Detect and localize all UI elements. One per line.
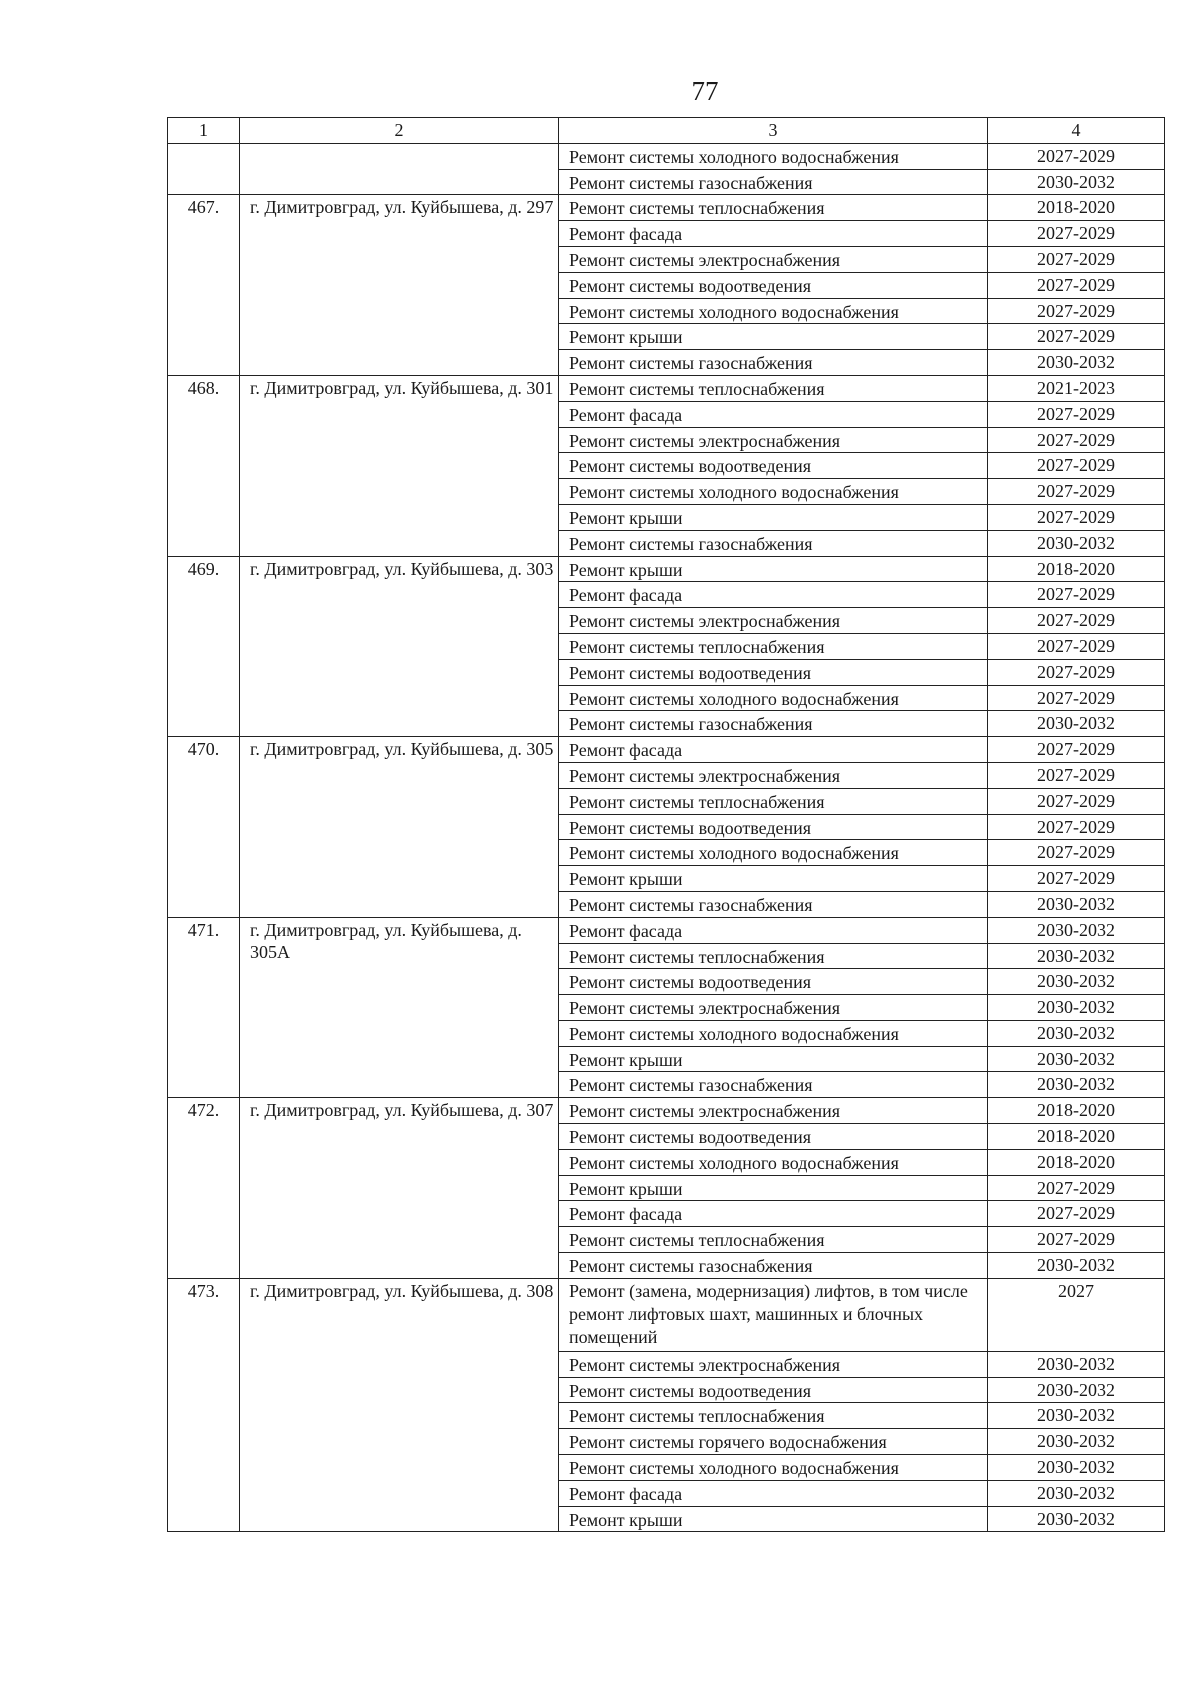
work-type-cell: Ремонт системы водоотведения [559,272,988,298]
period-cell: 2027-2029 [988,1175,1165,1201]
period-cell: 2030-2032 [988,1455,1165,1481]
work-type-cell: Ремонт системы электроснабжения [559,762,988,788]
period-cell: 2030-2032 [988,1480,1165,1506]
work-type-cell: Ремонт системы холодного водоснабжения [559,1455,988,1481]
period-cell: 2030-2032 [988,943,1165,969]
work-type-cell: Ремонт системы холодного водоснабжения [559,298,988,324]
work-type-cell: Ремонт крыши [559,1175,988,1201]
period-cell: 2030-2032 [988,350,1165,376]
work-type-cell: Ремонт системы холодного водоснабжения [559,143,988,169]
work-type-cell: Ремонт системы холодного водоснабжения [559,840,988,866]
period-cell: 2027-2029 [988,272,1165,298]
address-cell: г. Димитровград, ул. Куйбышева, д. 305А [240,917,559,1098]
period-cell: 2030-2032 [988,1429,1165,1455]
period-cell: 2027-2029 [988,659,1165,685]
period-cell: 2030-2032 [988,711,1165,737]
period-cell: 2027-2029 [988,814,1165,840]
address-cell [240,143,559,195]
work-type-cell: Ремонт системы газоснабжения [559,530,988,556]
address-cell: г. Димитровград, ул. Куйбышева, д. 303 [240,556,559,737]
table-row [168,1278,1165,1351]
period-cell: 2027-2029 [988,246,1165,272]
period-cell: 2027-2029 [988,866,1165,892]
period-cell: 2027 [988,1278,1165,1351]
work-type-cell: Ремонт системы газоснабжения [559,169,988,195]
table-row [168,737,1165,763]
work-type-cell: Ремонт крыши [559,1506,988,1532]
period-cell: 2021-2023 [988,375,1165,401]
period-cell: 2027-2029 [988,479,1165,505]
work-type-cell: Ремонт фасада [559,401,988,427]
address-cell: г. Димитровград, ул. Куйбышева, д. 305 [240,737,559,918]
entry-number-cell: 471. [168,917,240,1098]
column-header-3: 3 [559,118,988,144]
work-type-cell: Ремонт системы водоотведения [559,1124,988,1150]
period-cell: 2018-2020 [988,1149,1165,1175]
entry-number-cell: 470. [168,737,240,918]
work-type-cell: Ремонт системы электроснабжения [559,427,988,453]
period-cell: 2027-2029 [988,427,1165,453]
work-type-cell: Ремонт системы газоснабжения [559,350,988,376]
work-type-cell: Ремонт фасада [559,221,988,247]
period-cell: 2030-2032 [988,1046,1165,1072]
period-cell: 2018-2020 [988,1098,1165,1124]
work-type-cell: Ремонт крыши [559,1046,988,1072]
period-cell: 2027-2029 [988,608,1165,634]
work-type-cell: Ремонт системы холодного водоснабжения [559,1149,988,1175]
work-type-cell: Ремонт системы холодного водоснабжения [559,479,988,505]
work-type-cell: Ремонт системы холодного водоснабжения [559,685,988,711]
repair-schedule-table [167,117,1165,1532]
period-cell: 2030-2032 [988,169,1165,195]
entry-number-cell: 467. [168,195,240,376]
work-type-cell: Ремонт системы электроснабжения [559,1098,988,1124]
work-type-cell: Ремонт системы горячего водоснабжения [559,1429,988,1455]
period-cell: 2027-2029 [988,582,1165,608]
work-type-cell: Ремонт фасада [559,737,988,763]
table-row [168,195,1165,221]
work-type-cell: Ремонт системы электроснабжения [559,1351,988,1377]
entry-number-cell [168,143,240,195]
work-type-cell: Ремонт системы газоснабжения [559,1072,988,1098]
work-type-cell: Ремонт системы теплоснабжения [559,1403,988,1429]
work-type-cell: Ремонт системы теплоснабжения [559,1227,988,1253]
address-cell: г. Димитровград, ул. Куйбышева, д. 301 [240,375,559,556]
period-cell: 2030-2032 [988,1253,1165,1279]
entry-number-cell: 468. [168,375,240,556]
work-type-cell: Ремонт системы электроснабжения [559,995,988,1021]
period-cell: 2030-2032 [988,530,1165,556]
period-cell: 2027-2029 [988,1201,1165,1227]
period-cell: 2018-2020 [988,195,1165,221]
period-cell: 2027-2029 [988,1227,1165,1253]
work-type-cell: Ремонт крыши [559,324,988,350]
work-type-cell: Ремонт (замена, модернизация) лифтов, в том числе ремонт лифтовых шахт, машинных и блочных помещений [559,1278,988,1351]
column-header-4: 4 [988,118,1165,144]
period-cell: 2030-2032 [988,1351,1165,1377]
work-type-cell: Ремонт системы водоотведения [559,969,988,995]
period-cell: 2030-2032 [988,891,1165,917]
column-number-header-row [168,118,1165,144]
period-cell: 2027-2029 [988,685,1165,711]
period-cell: 2027-2029 [988,401,1165,427]
work-type-cell: Ремонт системы электроснабжения [559,608,988,634]
address-cell: г. Димитровград, ул. Куйбышева, д. 297 [240,195,559,376]
entry-number-cell: 469. [168,556,240,737]
page-number: 77 [691,76,719,106]
address-cell: г. Димитровград, ул. Куйбышева, д. 308 [240,1278,559,1532]
period-cell: 2018-2020 [988,1124,1165,1150]
work-type-cell: Ремонт системы теплоснабжения [559,375,988,401]
work-type-cell: Ремонт фасада [559,1201,988,1227]
work-type-cell: Ремонт фасада [559,1480,988,1506]
period-cell: 2030-2032 [988,1403,1165,1429]
table-row [168,143,1165,169]
period-cell: 2030-2032 [988,1020,1165,1046]
period-cell: 2027-2029 [988,298,1165,324]
period-cell: 2030-2032 [988,1506,1165,1532]
work-type-cell: Ремонт системы теплоснабжения [559,195,988,221]
period-cell: 2027-2029 [988,633,1165,659]
table-body [168,118,1165,1532]
column-header-2: 2 [240,118,559,144]
work-type-cell: Ремонт фасада [559,582,988,608]
work-type-cell: Ремонт системы электроснабжения [559,246,988,272]
period-cell: 2027-2029 [988,762,1165,788]
entry-number-cell: 473. [168,1278,240,1532]
period-cell: 2027-2029 [988,221,1165,247]
work-type-cell: Ремонт системы водоотведения [559,453,988,479]
work-type-cell: Ремонт крыши [559,504,988,530]
period-cell: 2030-2032 [988,1072,1165,1098]
work-type-cell: Ремонт системы теплоснабжения [559,633,988,659]
period-cell: 2027-2029 [988,788,1165,814]
work-type-cell: Ремонт крыши [559,556,988,582]
period-cell: 2027-2029 [988,504,1165,530]
work-type-cell: Ремонт системы холодного водоснабжения [559,1020,988,1046]
work-type-cell: Ремонт крыши [559,866,988,892]
entry-number-cell: 472. [168,1098,240,1279]
address-cell: г. Димитровград, ул. Куйбышева, д. 307 [240,1098,559,1279]
work-type-cell: Ремонт системы водоотведения [559,1377,988,1403]
period-cell: 2027-2029 [988,324,1165,350]
period-cell: 2030-2032 [988,917,1165,943]
period-cell: 2030-2032 [988,1377,1165,1403]
period-cell: 2030-2032 [988,969,1165,995]
work-type-cell: Ремонт фасада [559,917,988,943]
table-row [168,1098,1165,1124]
period-cell: 2027-2029 [988,453,1165,479]
table-row [168,556,1165,582]
period-cell: 2018-2020 [988,556,1165,582]
column-header-1: 1 [168,118,240,144]
work-type-cell: Ремонт системы газоснабжения [559,891,988,917]
period-cell: 2027-2029 [988,143,1165,169]
table-row [168,917,1165,943]
work-type-cell: Ремонт системы водоотведения [559,659,988,685]
work-type-cell: Ремонт системы теплоснабжения [559,943,988,969]
table-row [168,375,1165,401]
work-type-cell: Ремонт системы газоснабжения [559,1253,988,1279]
work-type-cell: Ремонт системы теплоснабжения [559,788,988,814]
work-type-cell: Ремонт системы водоотведения [559,814,988,840]
period-cell: 2030-2032 [988,995,1165,1021]
work-type-cell: Ремонт системы газоснабжения [559,711,988,737]
period-cell: 2027-2029 [988,840,1165,866]
period-cell: 2027-2029 [988,737,1165,763]
